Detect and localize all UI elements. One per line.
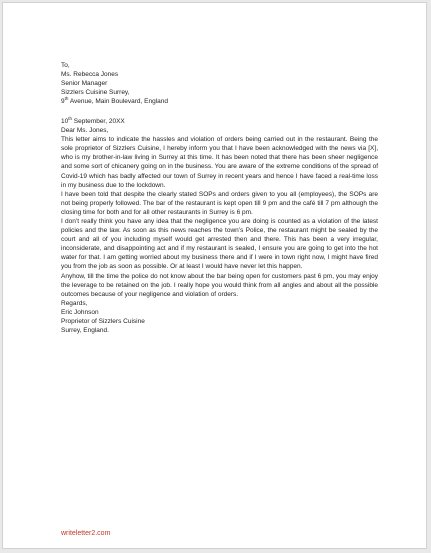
recipient-company: Sizzlers Cuisine Surrey, <box>61 89 130 97</box>
recipient-title: Senior Manager <box>61 80 108 88</box>
address-ordinal: 9 <box>61 98 65 106</box>
signature-block <box>61 308 378 335</box>
sender-title: Proprietor of Sizzlers Cuisine <box>61 318 145 326</box>
recipient-block <box>61 70 378 106</box>
sender-name: Eric Johnson <box>61 308 99 316</box>
letter-body <box>61 61 378 335</box>
letter-page <box>2 2 427 549</box>
date-day-suffix: th <box>68 115 72 121</box>
recipient-address <box>61 97 378 106</box>
date-day: 10 <box>61 117 69 125</box>
address-ordinal-suffix: th <box>64 96 69 102</box>
address-rest: Avenue, Main Boulevard, England <box>68 98 169 106</box>
recipient-name: Ms. Rebecca Jones <box>61 71 119 79</box>
date-rest: September, 20XX <box>72 117 125 125</box>
paragraph-1: This letter aims to indicate the hassles and violation of orders being carried out in the restaurant. Being the sole proprietor of Sizzlers Cuisine, I hereby inform you that I have been acknowledged with the news via [X], who is my brother-in-law living in Surrey at this time. It has been noted that there has been sheer negligence and some sort of chicanery going on in the business. You are aware of the extreme conditions of the spread of Covid-19 which has badly affected our town of Surrey in recent years and hence I have faced a real-time loss in my business due to the lockdown. <box>61 136 378 189</box>
website-link[interactable]: writeletter2.com <box>61 530 111 537</box>
letter-date <box>61 117 378 126</box>
paragraph-4: Anyhow, till the time the police do not know about the bar being open for customers past 6 pm, you may enjoy the leverage to be retained on the job. I really hope you would think from all angles and about all the possible outcomes because of your negligence and violation of orders. <box>61 272 378 298</box>
sender-location: Surrey, England. <box>61 327 109 335</box>
salutation: Dear Ms. Jones, <box>61 127 109 135</box>
to-line: To, <box>61 62 70 69</box>
paragraph-3: I don’t really think you have any idea that the negligence you are doing is counted as a violation of the latest policies and the law. As soon as this news reaches the town’s Police, the restaurant might be sealed by the court and all of you including myself would get arrested then and there. This has been a very irregular, inconsiderate, and disappointing act and if my restaurant is sealed, I ensure you are going to get into the hot water for that. I am getting worried about my business there and if I were in town right now, I might have fired you from the job as soon as possible. Or at least I would have never let this happen. <box>61 218 378 271</box>
closing: Regards, <box>61 299 88 307</box>
paragraph-2: I have been told that despite the clearly stated SOPs and orders given to you all (employees), the SOPs are not being properly followed. The bar of the restaurant is kept open till 9 pm and the café till 7 pm although the closing time for both and for all other restaurants in Surrey is 6 pm. <box>61 190 378 216</box>
